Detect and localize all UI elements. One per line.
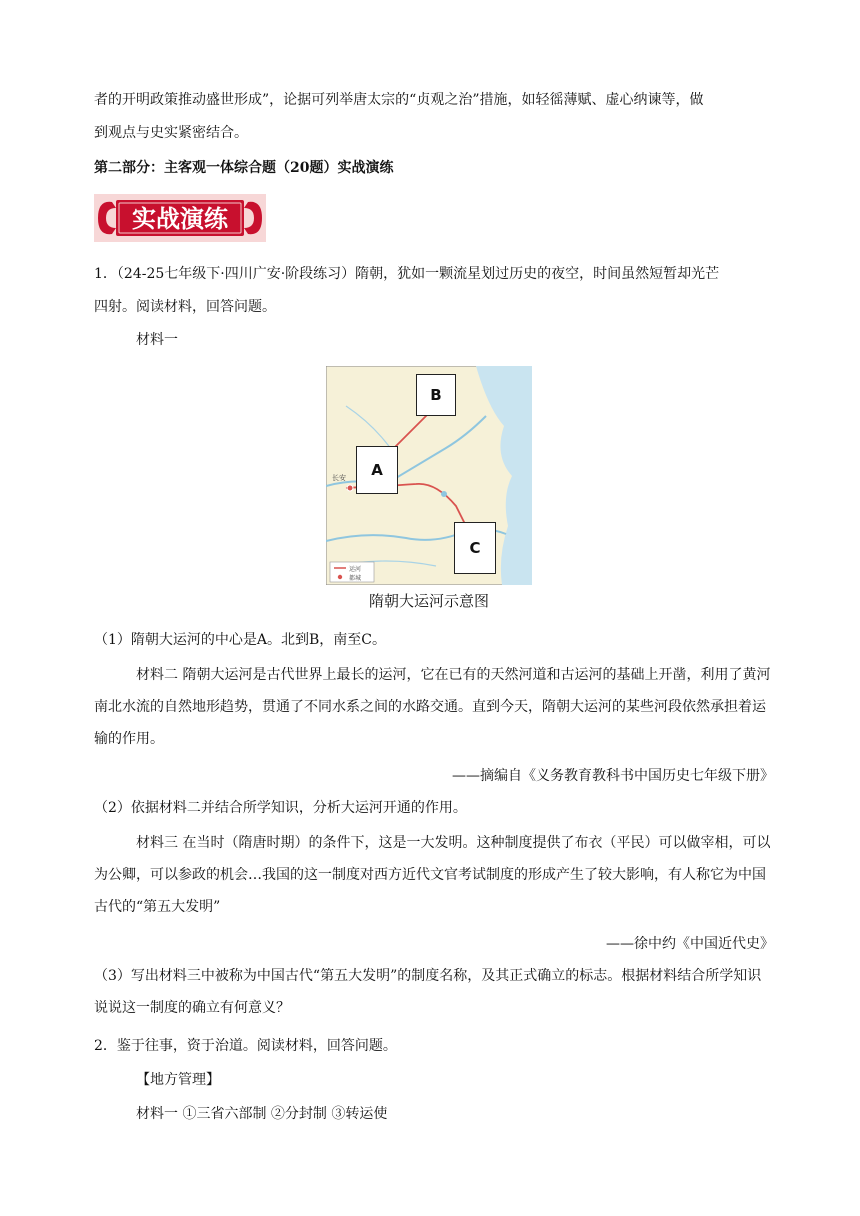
map-label-b: B [416,374,456,416]
grand-canal-map [326,366,532,585]
legend-capital: 都城 [349,575,362,582]
intro-line-2: 到观点与史实紧密结合。 [94,125,248,141]
q2-heading: 【地方管理】 [136,1072,220,1088]
q2-line-1: 2．鉴于往事，资于治道。阅读材料，回答问题。 [94,1038,397,1054]
q1-material3: 材料三 在当时（隋唐时期）的条件下，这是一大发明。这种制度提供了布衣（平民）可以做宰相，可以为公卿，可以参政的机会…我国的这一制度对西方近代文官考试制度的形成产生了较大影响，有人称它为中国古代的“第五大发明” [94,835,771,915]
q1-material2-source: ——摘编自《义务教育教科书中国历史七年级下册》 [452,768,774,784]
q2-material1: 材料一 ①三省六部制 ②分封制 ③转运使 [136,1106,388,1122]
map-city-label: 长安 [332,474,346,482]
q1-line-2: 四射。阅读材料，回答问题。 [94,299,276,315]
banner-shizhanyanlian [94,194,266,242]
q1-sub1: （1）隋朝大运河的中心是A。北到B，南至C。 [94,632,387,648]
q1-material1-label: 材料一 [136,332,178,348]
map-label-a: A [356,446,398,494]
section-heading: 第二部分：主客观一体综合题（20题）实战演练 [94,160,394,176]
intro-line-1: 者的开明政策推动盛世形成”，论据可列举唐太宗的“贞观之治”措施，如轻徭薄赋、虚心纳谏等，做 [94,92,704,108]
q1-line-1: 1．（24-25七年级下·四川广安·阶段练习）隋朝，犹如一颗流星划过历史的夜空，时间虽然短暂却光芒 [94,266,720,282]
q1-sub2: （2）依据材料二并结合所学知识，分析大运河开通的作用。 [94,800,467,816]
map-label-c: C [454,522,496,574]
legend-canal: 运河 [349,566,362,573]
q1-material3-source: ——徐中约《中国近代史》 [606,936,774,952]
banner-text: 实战演练 [132,205,228,233]
map-caption: 隋朝大运河示意图 [368,592,489,610]
q1-sub3: （3）写出材料三中被称为中国古代“第五大发明”的制度名称，及其正式确立的标志。根据材料结合所学知识说说这一制度的确立有何意义？ [94,968,762,1016]
q1-material2: 材料二 隋朝大运河是古代世界上最长的运河，它在已有的天然河道和古运河的基础上开凿，利用了黄河南北水流的自然地形趋势，贯通了不同水系之间的水路交通。直到今天，隋朝大运河的某些河段依然承担着运输的作用。 [94,667,771,747]
